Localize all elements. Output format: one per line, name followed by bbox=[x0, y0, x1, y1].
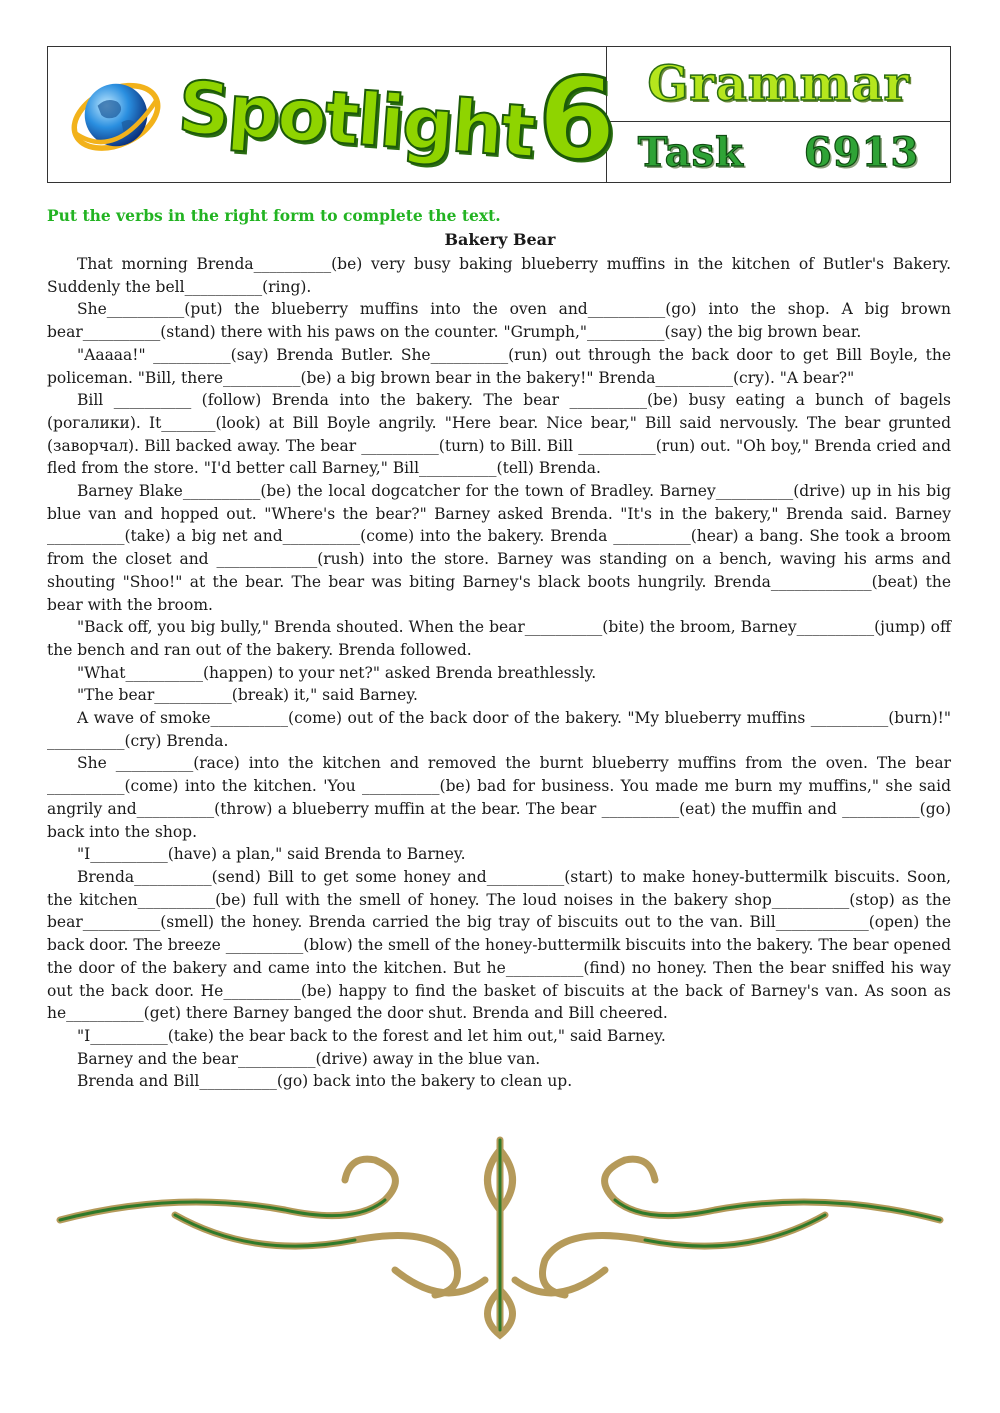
ornament-divider-icon bbox=[55, 1130, 945, 1345]
paragraph: "What__________(happen) to your net?" asked Brenda breathlessly. bbox=[77, 663, 597, 682]
paragraph: She__________(put) the blueberry muffins into the oven and__________(go) into the shop. A big brown bear__________(stand) there with his paws on the counter. "Grumph,"__________(say) the big brown bear. bbox=[47, 300, 951, 342]
paragraph: Barney and the bear__________(drive) away in the blue van. bbox=[77, 1049, 541, 1068]
paragraph: "Back off, you big bully," Brenda shouted. When the bear__________(bite) the broom, Barney__________(jump) off the bench and ran out of the bakery. Brenda followed. bbox=[47, 618, 951, 659]
paragraph: "I__________(have) a plan," said Brenda to Barney. bbox=[77, 845, 466, 864]
story-text bbox=[47, 253, 951, 1093]
logo-cell bbox=[48, 47, 616, 185]
task-number: 6913 bbox=[803, 128, 920, 176]
grammar-label: Grammar bbox=[647, 56, 910, 112]
paragraph: A wave of smoke__________(come) out of the back door of the bakery. "My blueberry muffins __________(burn)!" __________(cry) Brenda. bbox=[47, 709, 951, 750]
logo-spotlight-text: Spotlight bbox=[175, 64, 537, 174]
paragraph: She __________(race) into the kitchen and removed the burnt blueberry muffins from the oven. The bear __________(come) into the kitchen. 'You __________(be) bad for business. You made me burn my muffins," she said angrily and__________(throw) a blueberry muffin at the bear. The bear __________(eat) the muffin and __________(go) back into the shop. bbox=[47, 754, 951, 841]
story-title: Bakery Bear bbox=[444, 230, 556, 249]
paragraph: "The bear__________(break) it," said Barney. bbox=[77, 686, 418, 705]
title-cell bbox=[607, 47, 950, 182]
paragraph: "I__________(take) the bear back to the forest and let him out," said Barney. bbox=[77, 1026, 666, 1045]
paragraph: Brenda__________(send) Bill to get some honey and__________(start) to make honey-buttermilk biscuits. Soon, the kitchen__________(be) full with the smell of honey. The loud noises in the bakery shop__________(stop) as the bear__________(smell) the honey. Brenda carried the big tray of biscuits out to the van. Bill____________(open) the back door. The breeze __________(blow) the smell of the honey-buttermilk biscuits into the bakery. The bear opened the door of the bakery and came into the kitchen. But he__________(find) no honey. Then the bear sniffed his way out the back door. He__________(be) happy to find the basket of biscuits at the back of Barney's van. As soon as he__________(get) there Barney banged the door shut. Brenda and Bill cheered. bbox=[47, 867, 951, 1023]
paragraph: "Aaaaa!" __________(say) Brenda Butler. She__________(run) out through the back door to get Bill Boyle, the policeman. "Bill, there__________(be) a big brown bear in the bakery!" Brenda__________(cry). "A bear?" bbox=[47, 345, 951, 387]
paragraph: Brenda and Bill__________(go) back into the bakery to clean up. bbox=[77, 1072, 573, 1091]
paragraph: That morning Brenda__________(be) very busy baking blueberry muffins in the kitchen of Butler's Bakery. Suddenly the bell__________(ring). bbox=[47, 255, 951, 296]
task-label: Task bbox=[637, 128, 744, 176]
globe-icon bbox=[70, 69, 162, 161]
grammar-cell bbox=[607, 47, 950, 122]
logo-number: 6 bbox=[538, 55, 616, 185]
instruction: Put the verbs in the right form to complete the text. bbox=[47, 206, 501, 225]
task-cell bbox=[607, 122, 950, 182]
paragraph: Bill __________ (follow) Brenda into the bakery. The bear __________(be) busy eating a bunch of bagels (рогалики). It_______(look) at Bill Boyle angrily. "Here bear. Nice bear," Bill said nervously. The bear grunted (заворчал). Bill backed away. The bear __________(turn) to Bill. Bill __________(run) out. "Oh boy," Brenda cried and fled from the store. "I'd better call Barney," Bill__________(tell) Brenda. bbox=[47, 391, 951, 478]
header-box bbox=[47, 46, 951, 183]
paragraph: Barney Blake__________(be) the local dogcatcher for the town of Bradley. Barney__________(drive) up in his big blue van and hopped out. "Where's the bear?" Barney asked Brenda. "It's in the bakery," Brenda said. Barney __________(take) a big net and__________(come) into the bakery. Brenda __________(hear) a bang. She took a broom from the closet and _____________(rush) into the store. Barney was standing on a bench, waving his arms and shouting "Shoo!" at the bear. The bear was biting Barney's black boots hungrily. Brenda_____________(beat) the bear with the broom. bbox=[47, 482, 951, 614]
